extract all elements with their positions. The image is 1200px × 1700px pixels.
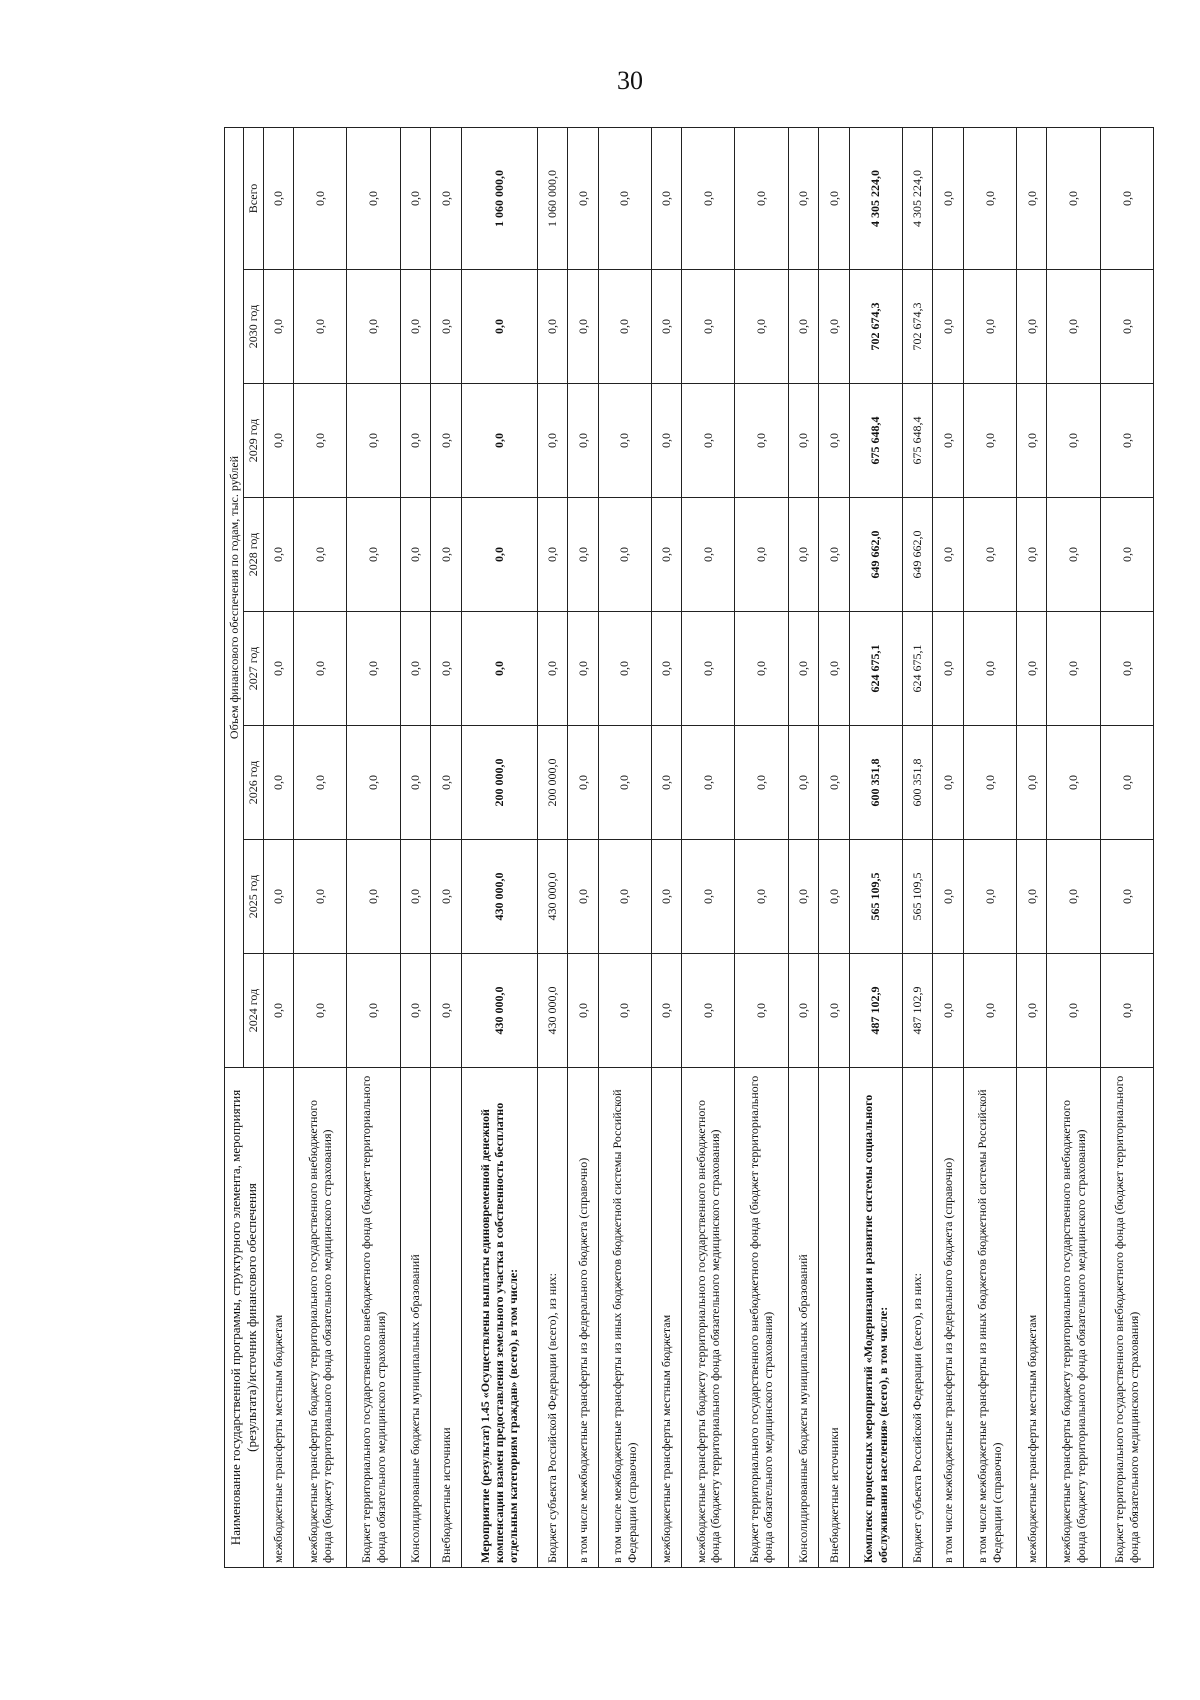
total-cell: 0,0 bbox=[788, 127, 819, 269]
row-label: Бюджет территориального государственного внебюджетного фонда (бюджет территориального фонда обязательного медицинского страхования) bbox=[735, 1068, 788, 1568]
value-cell: 0,0 bbox=[682, 270, 735, 384]
row-label: в том числе межбюджетные трансферты из иных бюджетов бюджетной системы Российской Федерации (справочно) bbox=[598, 1068, 651, 1568]
value-cell: 487 102,9 bbox=[902, 954, 933, 1068]
value-cell: 0,0 bbox=[568, 954, 599, 1068]
table-row bbox=[1100, 127, 1153, 1567]
value-cell: 0,0 bbox=[347, 384, 400, 498]
row-label: межбюджетные трансферты местным бюджетам bbox=[1016, 1068, 1047, 1568]
header-year: 2030 год bbox=[244, 270, 263, 384]
value-cell: 430 000,0 bbox=[537, 954, 568, 1068]
value-cell: 0,0 bbox=[347, 840, 400, 954]
value-cell: 0,0 bbox=[963, 612, 1016, 726]
value-cell: 0,0 bbox=[1047, 270, 1100, 384]
total-cell: 4 305 224,0 bbox=[902, 127, 933, 269]
value-cell: 0,0 bbox=[933, 612, 964, 726]
value-cell: 0,0 bbox=[431, 954, 462, 1068]
total-cell: 0,0 bbox=[651, 127, 682, 269]
value-cell: 0,0 bbox=[819, 954, 850, 1068]
value-cell: 0,0 bbox=[933, 384, 964, 498]
value-cell: 0,0 bbox=[735, 498, 788, 612]
value-cell: 0,0 bbox=[788, 726, 819, 840]
total-cell: 0,0 bbox=[1016, 127, 1047, 269]
value-cell: 624 675,1 bbox=[849, 612, 902, 726]
value-cell: 565 109,5 bbox=[902, 840, 933, 954]
row-label: Мероприятие (результат) 1.45 «Осуществлены выплаты единовременной денежной компенсации взамен предоставления земельного участка в собственность бесплатно отдельным категориям граждан» (всего), в том числе: bbox=[461, 1068, 537, 1568]
value-cell: 0,0 bbox=[347, 612, 400, 726]
row-label: Бюджет территориального государственного внебюджетного фонда (бюджет территориального фонда обязательного медицинского страхования) bbox=[1100, 1068, 1153, 1568]
value-cell: 0,0 bbox=[400, 498, 431, 612]
value-cell: 0,0 bbox=[400, 612, 431, 726]
value-cell: 0,0 bbox=[1047, 612, 1100, 726]
table-row bbox=[682, 127, 735, 1567]
row-label: Комплекс процессных мероприятий «Модернизация и развитие системы социального обслуживания населения» (всего), в том числе: bbox=[849, 1068, 902, 1568]
value-cell: 0,0 bbox=[1047, 384, 1100, 498]
table-header bbox=[225, 127, 264, 1567]
value-cell: 0,0 bbox=[263, 270, 294, 384]
value-cell: 0,0 bbox=[263, 954, 294, 1068]
value-cell: 0,0 bbox=[819, 612, 850, 726]
value-cell: 0,0 bbox=[263, 612, 294, 726]
total-cell: 1 060 000,0 bbox=[461, 127, 537, 269]
value-cell: 0,0 bbox=[651, 954, 682, 1068]
financing-table bbox=[224, 127, 1154, 1568]
value-cell: 487 102,9 bbox=[849, 954, 902, 1068]
value-cell: 0,0 bbox=[461, 384, 537, 498]
row-label: Консолидированные бюджеты муниципальных образований bbox=[788, 1068, 819, 1568]
value-cell: 0,0 bbox=[933, 840, 964, 954]
value-cell: 0,0 bbox=[682, 726, 735, 840]
header-year: 2028 год bbox=[244, 498, 263, 612]
value-cell: 0,0 bbox=[682, 840, 735, 954]
value-cell: 0,0 bbox=[461, 270, 537, 384]
header-total: Всего bbox=[244, 127, 263, 269]
value-cell: 0,0 bbox=[788, 954, 819, 1068]
value-cell: 0,0 bbox=[788, 840, 819, 954]
value-cell: 0,0 bbox=[651, 726, 682, 840]
row-label: Бюджет территориального государственного внебюджетного фонда (бюджет территориального фонда обязательного медицинского страхования) bbox=[347, 1068, 400, 1568]
value-cell: 0,0 bbox=[682, 954, 735, 1068]
value-cell: 649 662,0 bbox=[902, 498, 933, 612]
table-row bbox=[568, 127, 599, 1567]
value-cell: 0,0 bbox=[400, 726, 431, 840]
value-cell: 0,0 bbox=[963, 726, 1016, 840]
value-cell: 0,0 bbox=[461, 612, 537, 726]
value-cell: 200 000,0 bbox=[461, 726, 537, 840]
value-cell: 0,0 bbox=[347, 270, 400, 384]
value-cell: 0,0 bbox=[1100, 270, 1153, 384]
header-year: 2026 год bbox=[244, 726, 263, 840]
value-cell: 0,0 bbox=[651, 612, 682, 726]
value-cell: 0,0 bbox=[347, 954, 400, 1068]
value-cell: 0,0 bbox=[735, 612, 788, 726]
table-row bbox=[902, 127, 933, 1567]
value-cell: 0,0 bbox=[735, 726, 788, 840]
total-cell: 0,0 bbox=[1100, 127, 1153, 269]
table-row bbox=[461, 127, 537, 1567]
table-row bbox=[1047, 127, 1100, 1567]
value-cell: 0,0 bbox=[963, 840, 1016, 954]
value-cell: 0,0 bbox=[294, 384, 347, 498]
value-cell: 0,0 bbox=[263, 840, 294, 954]
value-cell: 0,0 bbox=[651, 840, 682, 954]
row-label: Внебюджетные источники bbox=[431, 1068, 462, 1568]
value-cell: 0,0 bbox=[651, 384, 682, 498]
value-cell: 0,0 bbox=[263, 384, 294, 498]
value-cell: 0,0 bbox=[263, 726, 294, 840]
value-cell: 0,0 bbox=[400, 270, 431, 384]
header-year: 2024 год bbox=[244, 954, 263, 1068]
value-cell: 0,0 bbox=[735, 384, 788, 498]
table-body bbox=[263, 127, 1153, 1567]
page-number: 30 bbox=[617, 66, 643, 95]
value-cell: 0,0 bbox=[294, 840, 347, 954]
table-row bbox=[400, 127, 431, 1567]
table-row bbox=[735, 127, 788, 1567]
value-cell: 0,0 bbox=[568, 384, 599, 498]
value-cell: 0,0 bbox=[400, 384, 431, 498]
header-year: 2025 год bbox=[244, 840, 263, 954]
table-row bbox=[788, 127, 819, 1567]
table-row bbox=[819, 127, 850, 1567]
table-row bbox=[849, 127, 902, 1567]
value-cell: 0,0 bbox=[294, 726, 347, 840]
value-cell: 0,0 bbox=[1016, 270, 1047, 384]
total-cell: 0,0 bbox=[963, 127, 1016, 269]
value-cell: 0,0 bbox=[1100, 498, 1153, 612]
value-cell: 702 674,3 bbox=[849, 270, 902, 384]
value-cell: 0,0 bbox=[1016, 954, 1047, 1068]
header-year: 2029 год bbox=[244, 384, 263, 498]
table-row bbox=[431, 127, 462, 1567]
value-cell: 0,0 bbox=[568, 270, 599, 384]
value-cell: 0,0 bbox=[568, 840, 599, 954]
value-cell: 0,0 bbox=[933, 498, 964, 612]
value-cell: 0,0 bbox=[933, 726, 964, 840]
value-cell: 0,0 bbox=[788, 384, 819, 498]
value-cell: 0,0 bbox=[819, 726, 850, 840]
row-label: межбюджетные трансферты бюджету территориального государственного внебюджетного фонда (бюджету территориального фонда обязательного медицинского страхования) bbox=[1047, 1068, 1100, 1568]
value-cell: 0,0 bbox=[1047, 954, 1100, 1068]
row-label: Внебюджетные источники bbox=[819, 1068, 850, 1568]
row-label: межбюджетные трансферты местным бюджетам bbox=[651, 1068, 682, 1568]
value-cell: 0,0 bbox=[568, 612, 599, 726]
value-cell: 0,0 bbox=[1047, 840, 1100, 954]
value-cell: 0,0 bbox=[1100, 840, 1153, 954]
value-cell: 0,0 bbox=[735, 954, 788, 1068]
row-label: Бюджет субъекта Российской Федерации (всего), из них: bbox=[537, 1068, 568, 1568]
table-row bbox=[933, 127, 964, 1567]
value-cell: 0,0 bbox=[963, 954, 1016, 1068]
total-cell: 0,0 bbox=[933, 127, 964, 269]
value-cell: 0,0 bbox=[598, 270, 651, 384]
value-cell: 0,0 bbox=[1016, 726, 1047, 840]
table-row bbox=[598, 127, 651, 1567]
value-cell: 0,0 bbox=[294, 954, 347, 1068]
value-cell: 0,0 bbox=[1016, 498, 1047, 612]
value-cell: 0,0 bbox=[1100, 726, 1153, 840]
header-name: Наименование государственной программы, структурного элемента, мероприятия (результата)/источник финансового обеспечения bbox=[225, 1068, 264, 1568]
value-cell: 565 109,5 bbox=[849, 840, 902, 954]
value-cell: 0,0 bbox=[263, 498, 294, 612]
table-row bbox=[1016, 127, 1047, 1567]
row-label: Консолидированные бюджеты муниципальных образований bbox=[400, 1068, 431, 1568]
value-cell: 702 674,3 bbox=[902, 270, 933, 384]
value-cell: 0,0 bbox=[1016, 384, 1047, 498]
value-cell: 0,0 bbox=[598, 384, 651, 498]
value-cell: 0,0 bbox=[682, 498, 735, 612]
row-label: в том числе межбюджетные трансферты из иных бюджетов бюджетной системы Российской Федерации (справочно) bbox=[963, 1068, 1016, 1568]
value-cell: 0,0 bbox=[963, 270, 1016, 384]
value-cell: 0,0 bbox=[819, 384, 850, 498]
value-cell: 430 000,0 bbox=[461, 840, 537, 954]
value-cell: 0,0 bbox=[347, 726, 400, 840]
value-cell: 0,0 bbox=[1016, 612, 1047, 726]
total-cell: 0,0 bbox=[263, 127, 294, 269]
value-cell: 0,0 bbox=[651, 498, 682, 612]
value-cell: 0,0 bbox=[788, 270, 819, 384]
value-cell: 0,0 bbox=[1016, 840, 1047, 954]
header-group: Объем финансового обеспечения по годам, тыс. рублей bbox=[225, 127, 244, 1067]
value-cell: 0,0 bbox=[431, 270, 462, 384]
table-row bbox=[537, 127, 568, 1567]
row-label: межбюджетные трансферты бюджету территориального государственного внебюджетного фонда (бюджету территориального фонда обязательного медицинского страхования) bbox=[682, 1068, 735, 1568]
value-cell: 0,0 bbox=[1047, 498, 1100, 612]
value-cell: 0,0 bbox=[819, 270, 850, 384]
value-cell: 0,0 bbox=[537, 384, 568, 498]
header-year: 2027 год bbox=[244, 612, 263, 726]
value-cell: 0,0 bbox=[568, 726, 599, 840]
row-label: в том числе межбюджетные трансферты из федерального бюджета (справочно) bbox=[933, 1068, 964, 1568]
value-cell: 0,0 bbox=[294, 270, 347, 384]
value-cell: 649 662,0 bbox=[849, 498, 902, 612]
value-cell: 430 000,0 bbox=[461, 954, 537, 1068]
value-cell: 0,0 bbox=[598, 498, 651, 612]
value-cell: 0,0 bbox=[933, 954, 964, 1068]
value-cell: 0,0 bbox=[568, 498, 599, 612]
value-cell: 0,0 bbox=[400, 840, 431, 954]
value-cell: 0,0 bbox=[788, 612, 819, 726]
value-cell: 600 351,8 bbox=[902, 726, 933, 840]
total-cell: 4 305 224,0 bbox=[849, 127, 902, 269]
value-cell: 675 648,4 bbox=[849, 384, 902, 498]
table-row bbox=[963, 127, 1016, 1567]
value-cell: 0,0 bbox=[819, 498, 850, 612]
value-cell: 0,0 bbox=[598, 612, 651, 726]
value-cell: 0,0 bbox=[963, 498, 1016, 612]
total-cell: 0,0 bbox=[598, 127, 651, 269]
table-row bbox=[347, 127, 400, 1567]
rotated-table-wrapper bbox=[224, 128, 1154, 1568]
value-cell: 0,0 bbox=[598, 726, 651, 840]
value-cell: 0,0 bbox=[735, 840, 788, 954]
value-cell: 0,0 bbox=[294, 612, 347, 726]
value-cell: 430 000,0 bbox=[537, 840, 568, 954]
value-cell: 0,0 bbox=[933, 270, 964, 384]
value-cell: 0,0 bbox=[682, 612, 735, 726]
total-cell: 0,0 bbox=[682, 127, 735, 269]
value-cell: 0,0 bbox=[431, 384, 462, 498]
value-cell: 0,0 bbox=[651, 270, 682, 384]
value-cell: 0,0 bbox=[1100, 612, 1153, 726]
value-cell: 0,0 bbox=[963, 384, 1016, 498]
value-cell: 0,0 bbox=[1100, 954, 1153, 1068]
total-cell: 0,0 bbox=[294, 127, 347, 269]
total-cell: 0,0 bbox=[400, 127, 431, 269]
value-cell: 200 000,0 bbox=[537, 726, 568, 840]
value-cell: 600 351,8 bbox=[849, 726, 902, 840]
value-cell: 0,0 bbox=[1100, 384, 1153, 498]
value-cell: 0,0 bbox=[347, 498, 400, 612]
total-cell: 0,0 bbox=[431, 127, 462, 269]
value-cell: 0,0 bbox=[598, 840, 651, 954]
value-cell: 0,0 bbox=[598, 954, 651, 1068]
row-label: межбюджетные трансферты бюджету территориального государственного внебюджетного фонда (бюджету территориального фонда обязательного медицинского страхования) bbox=[294, 1068, 347, 1568]
total-cell: 0,0 bbox=[1047, 127, 1100, 269]
value-cell: 0,0 bbox=[431, 612, 462, 726]
row-label: межбюджетные трансферты местным бюджетам bbox=[263, 1068, 294, 1568]
total-cell: 0,0 bbox=[568, 127, 599, 269]
value-cell: 0,0 bbox=[537, 270, 568, 384]
value-cell: 0,0 bbox=[1047, 726, 1100, 840]
value-cell: 0,0 bbox=[682, 384, 735, 498]
value-cell: 0,0 bbox=[819, 840, 850, 954]
value-cell: 0,0 bbox=[788, 498, 819, 612]
total-cell: 0,0 bbox=[819, 127, 850, 269]
value-cell: 0,0 bbox=[537, 498, 568, 612]
value-cell: 624 675,1 bbox=[902, 612, 933, 726]
value-cell: 0,0 bbox=[537, 612, 568, 726]
value-cell: 675 648,4 bbox=[902, 384, 933, 498]
value-cell: 0,0 bbox=[735, 270, 788, 384]
table-row bbox=[263, 127, 294, 1567]
total-cell: 0,0 bbox=[735, 127, 788, 269]
total-cell: 0,0 bbox=[347, 127, 400, 269]
value-cell: 0,0 bbox=[400, 954, 431, 1068]
value-cell: 0,0 bbox=[294, 498, 347, 612]
row-label: в том числе межбюджетные трансферты из федерального бюджета (справочно) bbox=[568, 1068, 599, 1568]
value-cell: 0,0 bbox=[431, 726, 462, 840]
table-row bbox=[651, 127, 682, 1567]
total-cell: 1 060 000,0 bbox=[537, 127, 568, 269]
value-cell: 0,0 bbox=[431, 840, 462, 954]
value-cell: 0,0 bbox=[461, 498, 537, 612]
table-row bbox=[294, 127, 347, 1567]
row-label: Бюджет субъекта Российской Федерации (всего), из них: bbox=[902, 1068, 933, 1568]
value-cell: 0,0 bbox=[431, 498, 462, 612]
